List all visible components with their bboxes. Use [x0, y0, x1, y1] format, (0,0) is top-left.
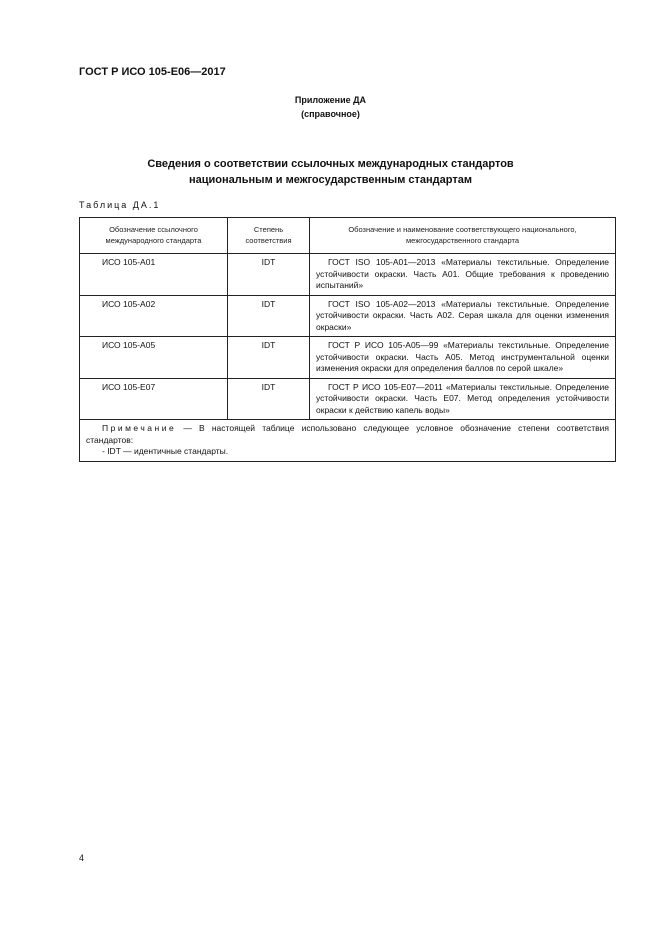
- row-name: [310, 378, 616, 420]
- table-header-row: [80, 218, 616, 254]
- table-row: [80, 378, 616, 420]
- section-title-line-1: Сведения о соответствии ссылочных международных стандартов: [147, 158, 514, 170]
- row-degree: IDT: [228, 254, 310, 296]
- section-title: [0, 156, 661, 188]
- row-code: ИСО 105-А01: [80, 254, 228, 296]
- row-degree: IDT: [228, 378, 310, 420]
- note-item: - IDT — идентичные стандарты.: [102, 446, 229, 456]
- table-caption: Таблица ДА.1: [79, 200, 161, 210]
- page-number: 4: [79, 853, 85, 863]
- row-code: ИСО 105-А02: [80, 295, 228, 337]
- appendix-subtitle: (справочное): [301, 109, 360, 119]
- row-name: [310, 254, 616, 296]
- table-row: [80, 254, 616, 296]
- header-national-standard: Обозначение и наименование соответствующего национального, межгосударственного стандарта: [310, 218, 616, 254]
- header-reference-standard: Обозначение ссылочного международного стандарта: [80, 218, 228, 254]
- row-code: ИСО 105-Е07: [80, 378, 228, 420]
- row-name: [310, 295, 616, 337]
- table-row: [80, 337, 616, 379]
- table-note-row: [80, 420, 616, 462]
- row-name-text: ГОСТ ISO 105-A02—2013 «Материалы текстильные. Определение устойчивости окраски. Часть A02. Серая шкала для оценки изменения окраски»: [316, 298, 609, 332]
- correspondence-table: [79, 217, 616, 462]
- row-name-text: ГОСТ Р ИСО 105-Е07—2011 «Материалы текстильные. Определение устойчивости окраски. Часть Е07. Метод определения устойчивости окраски к действию капель воды»: [316, 381, 609, 415]
- row-name-text: ГОСТ Р ИСО 105-А05—99 «Материалы текстильные. Определение устойчивости окраски. Часть А05. Метод инструментальной оценки изменения окраски для определения баллов по серой шкале»: [316, 340, 609, 373]
- row-code: ИСО 105-А05: [80, 337, 228, 379]
- table-note: [80, 420, 616, 462]
- note-label: Примечание: [102, 423, 177, 433]
- row-degree: IDT: [228, 337, 310, 379]
- table-row: [80, 295, 616, 337]
- header-degree: Степень соответствия: [228, 218, 310, 254]
- note-text: — В настоящей таблице использовано следующее условное обозначение степени соответствия стандартов:: [86, 423, 609, 445]
- row-name: [310, 337, 616, 379]
- section-title-line-2: национальным и межгосударственным стандартам: [189, 174, 472, 186]
- document-code: ГОСТ Р ИСО 105-Е06—2017: [79, 66, 226, 78]
- row-degree: IDT: [228, 295, 310, 337]
- row-name-text: ГОСТ ISO 105-A01—2013 «Материалы текстильные. Определение устойчивости окраски. Часть A01. Общие требования к проведению испытаний»: [316, 257, 609, 290]
- appendix-title: Приложение ДА: [294, 95, 367, 105]
- appendix-heading: [0, 93, 661, 121]
